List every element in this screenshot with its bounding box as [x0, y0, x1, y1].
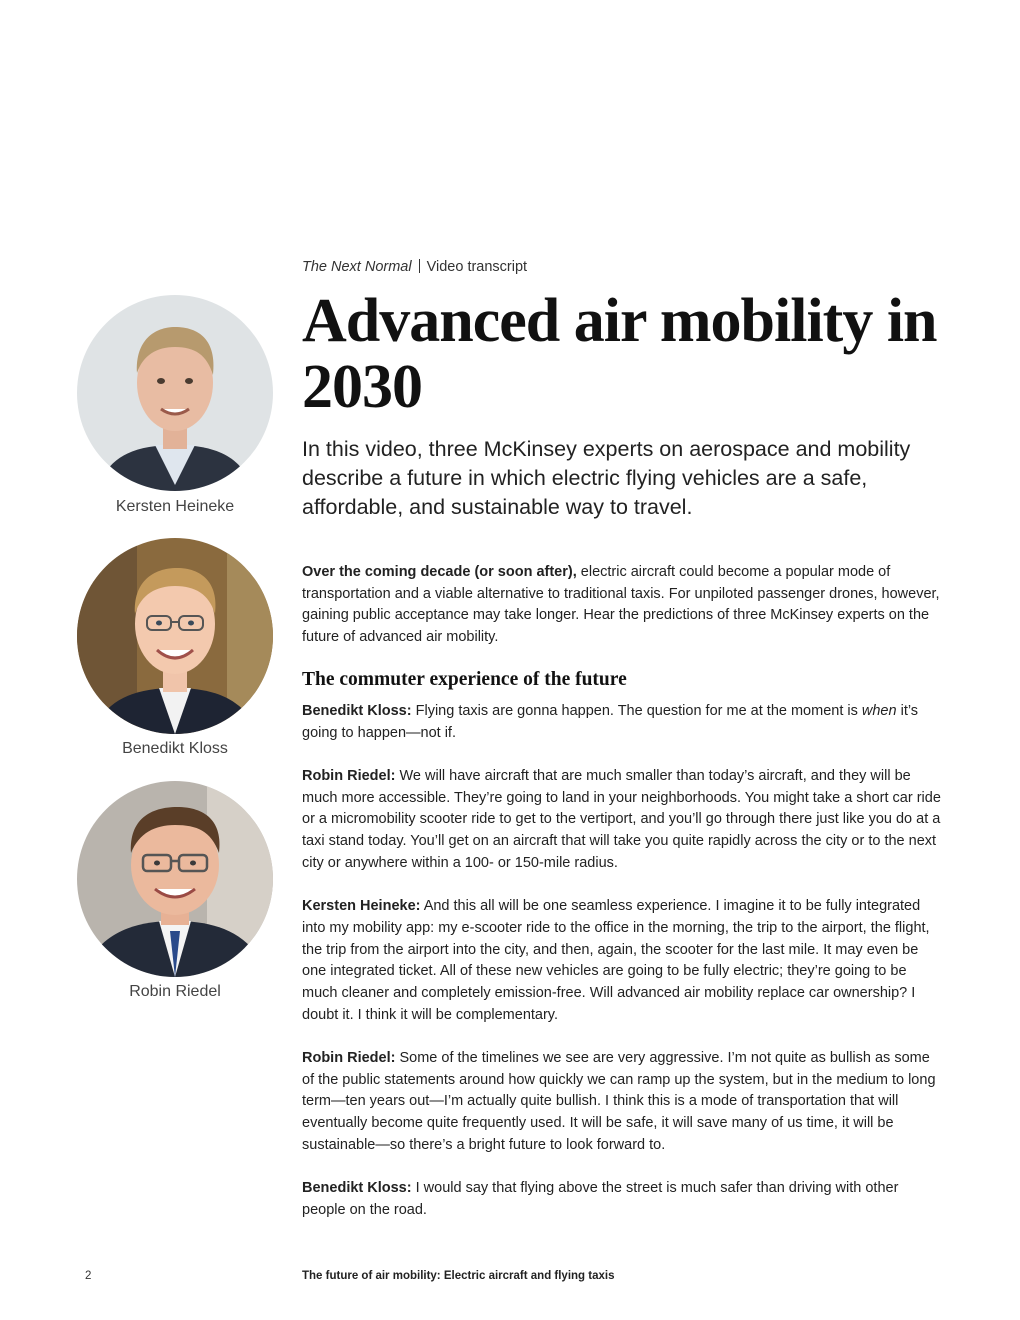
- series-header: [302, 259, 527, 275]
- speaker-emphasis: when: [861, 702, 897, 719]
- transcript-paragraph: [302, 1048, 942, 1157]
- speaker-text: I would say that flying above the street is much safer than driving with other people on the road.: [302, 1180, 899, 1218]
- speaker-name: Benedikt Kloss:: [302, 702, 412, 719]
- page-number: 2: [85, 1270, 92, 1282]
- footer-publication: The future of air mobility: Electric aircraft and flying taxis: [302, 1270, 615, 1282]
- portrait-benedikt-kloss: [77, 538, 273, 734]
- series-label: Video transcript: [426, 259, 528, 275]
- article-body: [302, 562, 942, 1243]
- intro-text: electric aircraft could become a popular mode of transportation and a viable alternative to traditional taxis. For unpiloted passenger drones, however, gaining public acceptance may take longer. Hear the predictions of three McKinsey experts on the future of advanced air mobility.: [302, 564, 940, 646]
- speaker-text-cont: it’s going to happen—not if.: [302, 702, 919, 741]
- page-title: Advanced air mobility in 2030: [302, 287, 937, 421]
- section-heading: The commuter experience of the future: [302, 668, 627, 690]
- speaker-name: Robin Riedel:: [302, 767, 396, 784]
- portrait-caption: Robin Riedel: [129, 983, 221, 1000]
- transcript-paragraph: [302, 766, 942, 875]
- speaker-text: We will have aircraft that are much smaller than today’s aircraft, and they will be much more accessible. They’re going to land in your neighborhoods. You might take a short car ride or a micromobility scooter ride to get to the vertiport, and you’ll go through there just like you do at a taxi stand today. You’ll get on an aircraft that will take you quite rapidly across the city or to the next city or anywhere within a 100- or 150-mile radius.: [302, 767, 941, 871]
- transcript-paragraph: [302, 1178, 942, 1221]
- intro-paragraph: [302, 562, 942, 649]
- portrait-robin-riedel: [77, 781, 273, 977]
- intro-lead: Over the coming decade (or soon after),: [302, 564, 577, 580]
- transcript-paragraph: [302, 896, 942, 1026]
- speaker-text: Some of the timelines we see are very aggressive. I’m not quite as bullish as some of the public statements around how quickly we can ramp up the system, but in the medium to long term—ten years out—I’m actually quite bullish. I think this is a mode of transportation that will eventually become quite frequently used. It will be safe, it will save many of us time, it will be sustainable—so there’s a bright future to look forward to.: [302, 1050, 936, 1153]
- series-divider: [419, 259, 420, 273]
- transcript-paragraph: [302, 701, 942, 744]
- portrait-caption: Benedikt Kloss: [122, 740, 228, 757]
- portrait-kersten-heineke: [77, 295, 273, 491]
- portrait-caption: Kersten Heineke: [115, 498, 235, 515]
- speaker-text: Flying taxis are gonna happen. The question for me at the moment is: [411, 702, 862, 719]
- article-dek: In this video, three McKinsey experts on aerospace and mobility describe a future in which electric flying vehicles are a safe, affordable, and sustainable way to travel.: [302, 437, 911, 519]
- series-name: The Next Normal: [302, 259, 412, 275]
- speaker-name: Kersten Heineke:: [302, 898, 421, 915]
- speaker-text: And this all will be one seamless experience. I imagine it to be fully integrated into my mobility app: my e-scooter ride to the office in the morning, the trip to the airport, the flight, the trip from the airport into the city, and then, again, the scooter for the last mile. It may even be one integrated ticket. All of these new vehicles are going to be fully electric; they’re going to be much cleaner and completely emission-free. Will advanced air mobility replace car ownership? I doubt it. I think it will be complementary.: [302, 898, 930, 1023]
- speaker-name: Benedikt Kloss:: [302, 1180, 412, 1197]
- speaker-name: Robin Riedel:: [302, 1050, 396, 1067]
